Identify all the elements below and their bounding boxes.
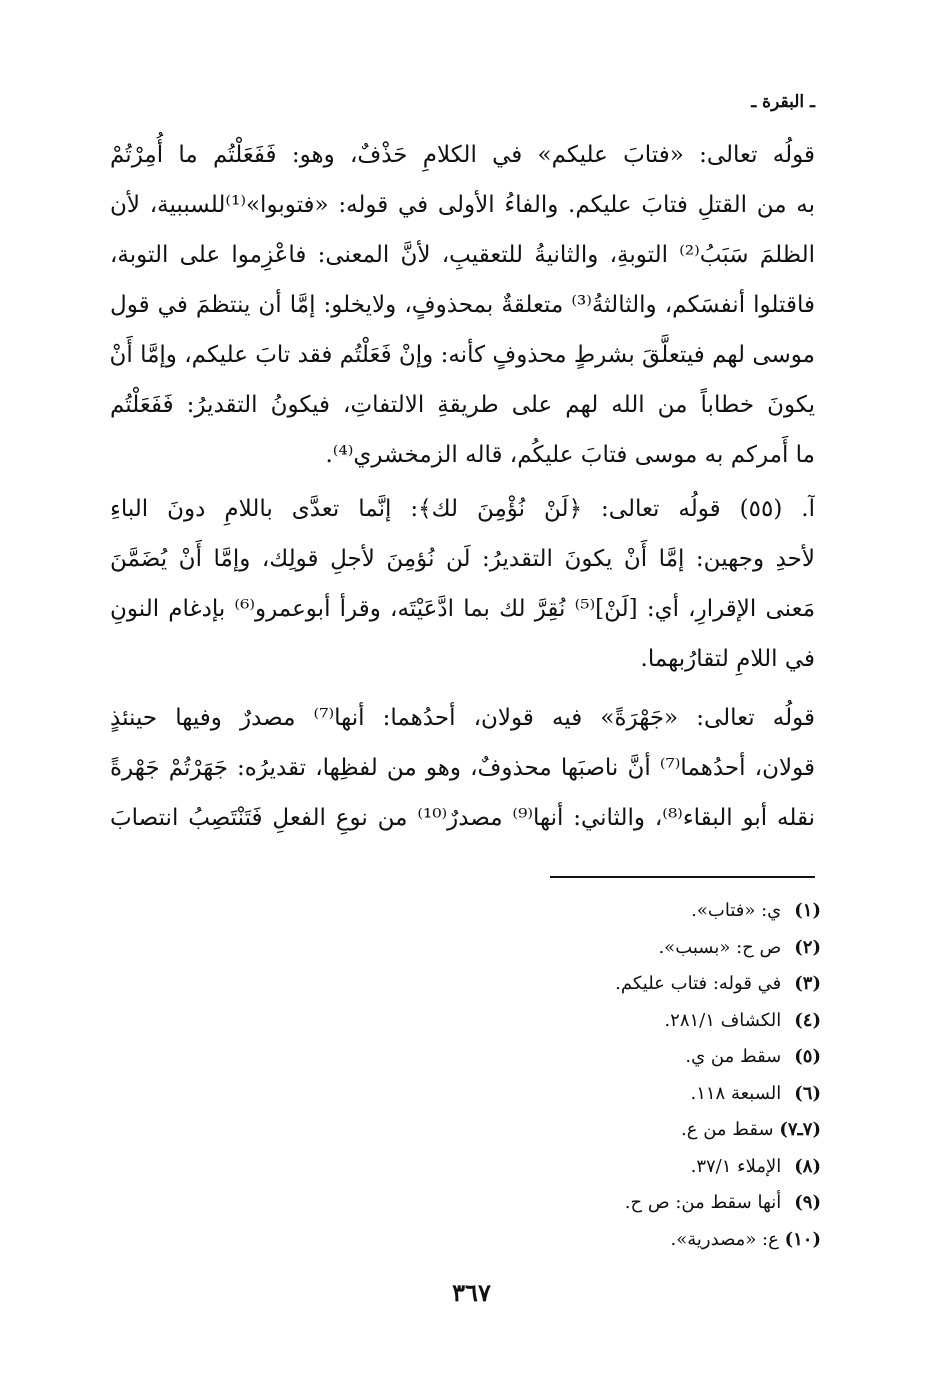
text-line: فاقتلوا أنفسَكم، والثالثةُ⁽³⁾ متعلقةٌ بمحذوفٍ، ولايخلو: إمَّا أن ينتظمَ في قول bbox=[110, 292, 815, 318]
paragraph-3 bbox=[110, 693, 815, 843]
running-title: ـ البقرة ـ bbox=[751, 92, 815, 112]
footnote-text: سقط من ي. bbox=[685, 1046, 782, 1067]
footnote-item bbox=[110, 1076, 821, 1113]
text-line: آ. (٥٥) قولُه تعالى: ﴿لَنْ نُؤْمِنَ لك﴾: إنَّما تعدَّى باللامِ دونَ الباءِ bbox=[110, 496, 815, 522]
footnote-item bbox=[110, 1149, 821, 1186]
footnote-number: (١) bbox=[794, 900, 821, 921]
paragraph-2 bbox=[110, 484, 815, 684]
footnote-number: (٢) bbox=[794, 936, 821, 958]
footnote-text: أنها سقط من: ص ح. bbox=[624, 1192, 782, 1213]
footnote-text: ص ح: «بسبب». bbox=[658, 936, 782, 958]
text-line: قولان، أحدُهما⁽⁷⁾ أنَّ ناصبَها محذوفٌ، وهو من لفظِها، تقديرُه: جَهَرْتُمْ جَهْرةً bbox=[110, 755, 815, 781]
text-line: يكونَ خطاباً من الله لهم على طريقةِ الالتفاتِ، فيكونُ التقديرُ: فَفَعَلْتُم bbox=[110, 392, 815, 418]
footnote-number: (٣) bbox=[794, 973, 821, 994]
footnote-text: الكشاف ٢٨١/١. bbox=[664, 1009, 782, 1031]
footnotes bbox=[110, 893, 821, 1258]
footnote-item bbox=[110, 1222, 821, 1259]
footnote-item bbox=[110, 1185, 821, 1222]
footnote-item bbox=[110, 966, 821, 1003]
text-line: موسى لهم فيتعلَّقَ بشرطٍ محذوفٍ كأنه: وإنْ فَعَلْتُم فقد تابَ عليكم، وإمَّا أَنْ bbox=[110, 342, 815, 368]
footnote-text: الإملاء ٣٧/١. bbox=[690, 1155, 782, 1177]
footnote-number: (٨) bbox=[794, 1155, 821, 1177]
page-number: ٣٦٧ bbox=[452, 1278, 491, 1307]
footnote-item bbox=[110, 930, 821, 967]
text-line: في اللامِ لتقارُبهما. bbox=[640, 646, 815, 672]
footnote-text: ع: «مصدرية». bbox=[670, 1228, 779, 1250]
footnote-number: (٦) bbox=[794, 1082, 821, 1104]
footnote-number: (١٠) bbox=[784, 1228, 821, 1250]
footnote-number: (٤) bbox=[794, 1009, 821, 1031]
footnote-text: سقط من ع. bbox=[681, 1119, 774, 1140]
paragraph-1 bbox=[110, 130, 815, 480]
text-line: به من القتلِ فتابَ عليكم. والفاءُ الأولى في قوله: «فتوبوا»⁽¹⁾للسببية، لأن bbox=[110, 192, 815, 218]
text-line: ما أَمركم به موسى فتابَ عليكُم، قاله الزمخشري⁽⁴⁾. bbox=[325, 442, 815, 468]
footnote-item bbox=[110, 1112, 821, 1149]
text-line: مَعنى الإقرارِ، أي: [لَنْ]⁽⁵⁾ نُقِرَّ لك بما ادَّعَيْتَه، وقرأ أبوعمرو⁽⁶⁾ بإدغام النونِ bbox=[110, 596, 815, 622]
footnote-text: في قوله: فتاب عليكم. bbox=[615, 973, 782, 994]
footnote-number: (٥) bbox=[794, 1046, 821, 1067]
text-line: قولُه تعالى: «جَهْرَةً» فيه قولان، أحدُهما: أنها⁽⁷⁾ مصدرٌ وفيها حينئذٍ bbox=[110, 705, 815, 731]
footnote-number: (٩) bbox=[794, 1192, 821, 1213]
footnote-text: السبعة ١١٨. bbox=[690, 1082, 782, 1104]
footnote-text: ي: «فتاب». bbox=[691, 900, 782, 921]
text-line: قولُه تعالى: «فتابَ عليكم» في الكلامِ حَذْفٌ، وهو: فَفَعَلْتُم ما أُمِرْتُمْ bbox=[110, 142, 815, 168]
footnote-number: (٧ـ٧) bbox=[779, 1119, 821, 1140]
footnote-item bbox=[110, 893, 821, 930]
text-line: الظلمَ سَبَبُ⁽²⁾ التوبةِ، والثانيةُ للتعقيبِ، لأنَّ المعنى: فاعْزِموا على التوبة، bbox=[110, 242, 815, 268]
footnote-item bbox=[110, 1039, 821, 1076]
text-line: لأحدِ وجهين: إمَّا أَنْ يكونَ التقديرُ: لَن نُؤمِنَ لأجلِ قولِك، وإمَّا أَنْ يُضَمَّنَ bbox=[110, 546, 815, 572]
footnote-divider bbox=[550, 876, 815, 878]
text-line: نقله أبو البقاء⁽⁸⁾، والثاني: أنها⁽⁹⁾ مصدرٌ⁽¹⁰⁾ من نوعِ الفعلِ فَتَنْتَصِبُ انتصابَ bbox=[110, 805, 815, 831]
footnote-item bbox=[110, 1003, 821, 1040]
